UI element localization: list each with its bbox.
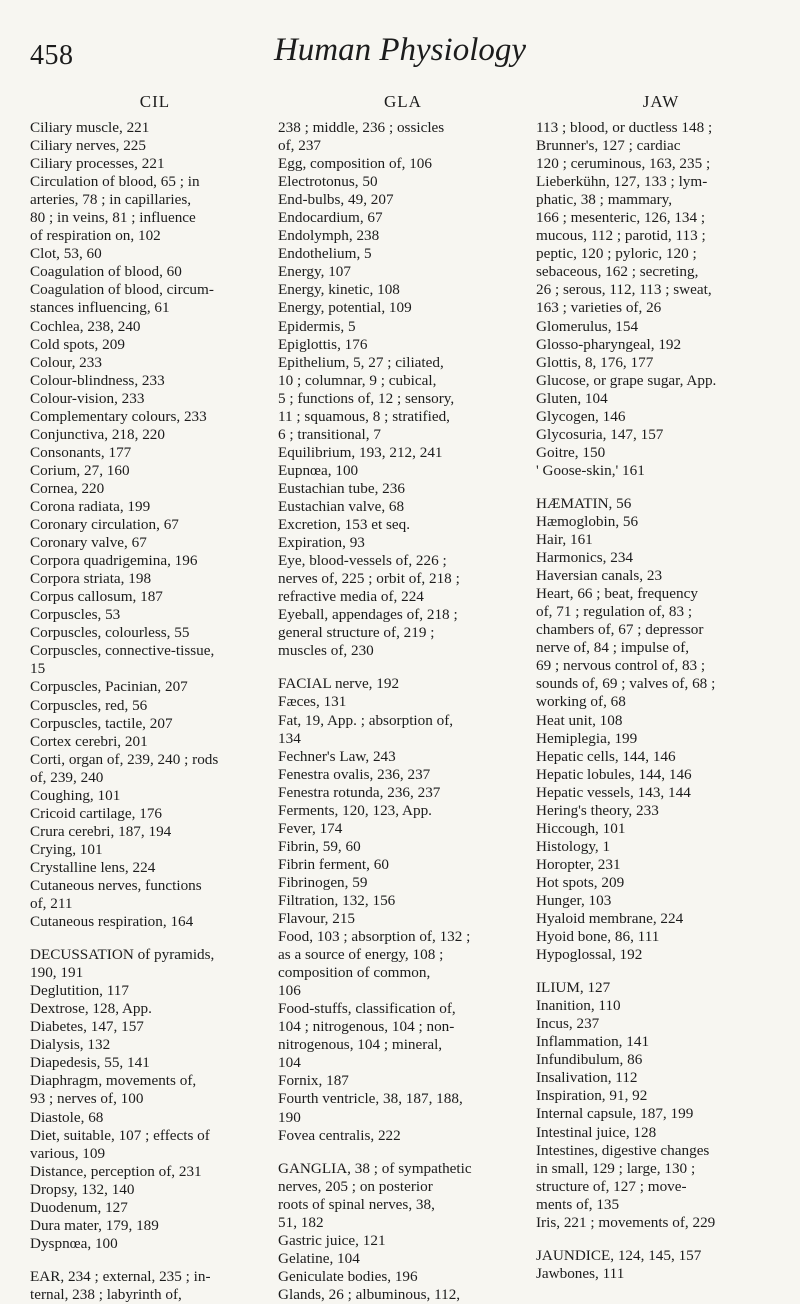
index-entry-line: 190 bbox=[278, 1108, 301, 1126]
index-entry-line: 166 ; mesenteric, 126, 134 ; bbox=[536, 209, 706, 227]
index-entry-line: Ciliary processes, 221 bbox=[30, 155, 165, 173]
index-entry-line: Eupnœa, 100 bbox=[278, 461, 359, 479]
index-entry-line: 93 ; nerves of, 100 bbox=[30, 1090, 144, 1108]
index-entry-line: Hyoid bone, 86, 111 bbox=[536, 928, 660, 946]
index-entry-line: Ferments, 120, 123, App. bbox=[278, 801, 432, 819]
index-entry-line: general structure of, 219 ; bbox=[278, 624, 435, 642]
index-entry-line: Hæmoglobin, 56 bbox=[536, 512, 639, 530]
index-entry-line: Energy, kinetic, 108 bbox=[278, 281, 400, 299]
index-entry-line: 104 bbox=[278, 1054, 301, 1072]
index-entry-line: Diastole, 68 bbox=[30, 1108, 104, 1126]
index-entry-line: Corpuscles, Pacinian, 207 bbox=[30, 678, 188, 696]
index-entry-line: Hemiplegia, 199 bbox=[536, 729, 638, 747]
index-entry-line: sebaceous, 162 ; secreting, bbox=[536, 263, 699, 281]
index-entry-line: Corpuscles, 53 bbox=[30, 606, 121, 624]
index-entry-line: Histology, 1 bbox=[536, 837, 611, 855]
index-entry-line: Dyspnœa, 100 bbox=[30, 1234, 118, 1252]
index-entry-line: 5 ; functions of, 12 ; sensory, bbox=[278, 389, 455, 407]
index-entry-line: Harmonics, 234 bbox=[536, 549, 634, 567]
index-entry-line: Fibrinogen, 59 bbox=[278, 873, 368, 891]
index-entry-line: Corpuscles, tactile, 207 bbox=[30, 714, 173, 732]
index-entry-line: Fat, 19, App. ; absorption of, bbox=[278, 711, 454, 729]
index-entry-line: Inflammation, 141 bbox=[536, 1033, 650, 1051]
index-entry-line: Excretion, 153 et seq. bbox=[278, 516, 411, 534]
index-entry-line: Fornix, 187 bbox=[278, 1072, 349, 1090]
index-entry-line: Corpuscles, red, 56 bbox=[30, 696, 148, 714]
index-entry-line: Glomerulus, 154 bbox=[536, 317, 639, 335]
index-entry-line: 15 bbox=[30, 660, 46, 678]
index-entry-line: composition of common, bbox=[278, 964, 431, 982]
index-columns bbox=[0, 92, 800, 1303]
index-entry-line: Fechner's Law, 243 bbox=[278, 747, 396, 765]
index-entry-line: Jawbones, 111 bbox=[536, 1264, 625, 1282]
index-entry-line: Expiration, 93 bbox=[278, 534, 365, 552]
index-entry-line: Food-stuffs, classification of, bbox=[278, 1000, 456, 1018]
index-entry-line: Diaphragm, movements of, bbox=[30, 1072, 197, 1090]
index-entry-line: Cortex cerebri, 201 bbox=[30, 732, 148, 750]
index-entry-line: DECUSSATION of pyramids, bbox=[30, 946, 215, 964]
index-entry-line: Hepatic lobules, 144, 146 bbox=[536, 765, 692, 783]
index-entry-line: arteries, 78 ; in capillaries, bbox=[30, 191, 192, 209]
index-entry-line: sounds of, 69 ; valves of, 68 ; bbox=[536, 675, 716, 693]
index-entry-line: Energy, 107 bbox=[278, 263, 351, 281]
index-entry-line: Coronary valve, 67 bbox=[30, 534, 147, 552]
index-entry-line: Corti, organ of, 239, 240 ; rods bbox=[30, 750, 219, 768]
index-entry-line: Endolymph, 238 bbox=[278, 227, 380, 245]
index-entry-line: stances influencing, 61 bbox=[30, 299, 170, 317]
index-column-1 bbox=[30, 92, 280, 1304]
index-entry-line: Hepatic vessels, 143, 144 bbox=[536, 783, 691, 801]
index-entry-line: ' Goose-skin,' 161 bbox=[536, 461, 645, 479]
index-entry-line: 134 bbox=[278, 729, 301, 747]
index-entry-line: of, 211 bbox=[30, 895, 73, 913]
index-entry-line: Filtration, 132, 156 bbox=[278, 891, 396, 909]
index-entry-line: of, 71 ; regulation of, 83 ; bbox=[536, 603, 693, 621]
page-header bbox=[0, 32, 800, 82]
index-entry-line: Geniculate bodies, 196 bbox=[278, 1267, 418, 1285]
index-entry-line: Hiccough, 101 bbox=[536, 819, 626, 837]
index-entry-line: Equilibrium, 193, 212, 241 bbox=[278, 443, 443, 461]
index-entry-line: Cold spots, 209 bbox=[30, 335, 125, 353]
index-entry-line: in small, 129 ; large, 130 ; bbox=[536, 1159, 696, 1177]
index-entry-line: Eustachian valve, 68 bbox=[278, 497, 405, 515]
index-entry-line: Consonants, 177 bbox=[30, 443, 132, 461]
index-entry-line: chambers of, 67 ; depressor bbox=[536, 621, 704, 639]
column-heading: GLA bbox=[384, 92, 422, 111]
index-entry-line: Intestinal juice, 128 bbox=[536, 1123, 657, 1141]
index-entry-line: Goitre, 150 bbox=[536, 443, 606, 461]
index-entry-line: End-bulbs, 49, 207 bbox=[278, 191, 394, 209]
index-entry-line: Duodenum, 127 bbox=[30, 1198, 128, 1216]
index-entry-line: Fenestra ovalis, 236, 237 bbox=[278, 765, 431, 783]
index-entry-line: Ciliary muscle, 221 bbox=[30, 119, 150, 136]
index-entry-line: 104 ; nitrogenous, 104 ; non- bbox=[278, 1018, 455, 1036]
index-entry-line: Corpora striata, 198 bbox=[30, 570, 152, 588]
index-column-3 bbox=[536, 92, 786, 1283]
page-number: 458 bbox=[30, 40, 74, 71]
index-entry-line: 120 ; ceruminous, 163, 235 ; bbox=[536, 155, 711, 173]
index-entry-line: nerve of, 84 ; impulse of, bbox=[536, 639, 690, 657]
index-entry-line: Eye, blood-vessels of, 226 ; bbox=[278, 552, 447, 570]
index-entry-line: Glycosuria, 147, 157 bbox=[536, 425, 664, 443]
index-entry-line: structure of, 127 ; move- bbox=[536, 1177, 687, 1195]
index-entry-line: Energy, potential, 109 bbox=[278, 299, 412, 317]
index-entry-line: Eustachian tube, 236 bbox=[278, 479, 405, 497]
index-entry-line: Gluten, 104 bbox=[536, 389, 608, 407]
index-entry-line: Lieberkühn, 127, 133 ; lym- bbox=[536, 173, 708, 191]
index-entry-line: Electrotonus, 50 bbox=[278, 173, 378, 191]
index-entry-line: Coronary circulation, 67 bbox=[30, 516, 179, 534]
index-entry-line: Fourth ventricle, 38, 187, 188, bbox=[278, 1090, 463, 1108]
index-entry-line: Corona radiata, 199 bbox=[30, 497, 151, 515]
index-entry-line: Cricoid cartilage, 176 bbox=[30, 804, 163, 822]
index-entry-line: Eyeball, appendages of, 218 ; bbox=[278, 606, 458, 624]
index-entry-line: Cutaneous nerves, functions bbox=[30, 876, 202, 894]
column-heading: CIL bbox=[139, 92, 171, 111]
index-entry-line: nerves of, 225 ; orbit of, 218 ; bbox=[278, 570, 460, 588]
index-entry-line: 106 bbox=[278, 982, 301, 1000]
index-entry-line: 80 ; in veins, 81 ; influence bbox=[30, 209, 196, 227]
index-entry-line: Fæces, 131 bbox=[278, 693, 347, 711]
index-entry-line: Glands, 26 ; albuminous, 112, bbox=[278, 1285, 461, 1303]
index-entry-line: Hypoglossal, 192 bbox=[536, 946, 643, 964]
index-entry-line: Hot spots, 209 bbox=[536, 873, 625, 891]
index-entry-line: Conjunctiva, 218, 220 bbox=[30, 425, 165, 443]
index-entry-line: Epidermis, 5 bbox=[278, 317, 356, 335]
index-entry-line: Ciliary nerves, 225 bbox=[30, 137, 146, 155]
index-entry-line: HÆMATIN, 56 bbox=[536, 494, 632, 512]
index-entry-line: Glosso-pharyngeal, 192 bbox=[536, 335, 682, 353]
running-title: Human Physiology bbox=[273, 32, 527, 68]
index-entry-line: peptic, 120 ; pyloric, 120 ; bbox=[536, 245, 697, 263]
index-entry-line: Corium, 27, 160 bbox=[30, 461, 130, 479]
index-entry-line: Insalivation, 112 bbox=[536, 1069, 638, 1087]
index-entry-line: Heart, 66 ; beat, frequency bbox=[536, 585, 698, 603]
index-entry-line: Fenestra rotunda, 236, 237 bbox=[278, 783, 441, 801]
index-entry-line: FACIAL nerve, 192 bbox=[278, 675, 400, 693]
index-entry-line: Corpus callosum, 187 bbox=[30, 588, 163, 606]
index-entry-line: Corpora quadrigemina, 196 bbox=[30, 552, 198, 570]
index-entry-line: Coagulation of blood, 60 bbox=[30, 263, 182, 281]
index-entry-line: Glucose, or grape sugar, App. bbox=[536, 371, 717, 389]
index-entry-line: Brunner's, 127 ; cardiac bbox=[536, 137, 681, 155]
index-entry-line: Dura mater, 179, 189 bbox=[30, 1216, 159, 1234]
index-entry-line: 113 ; blood, or ductless 148 ; bbox=[536, 119, 713, 136]
index-entry-line: Dialysis, 132 bbox=[30, 1036, 111, 1054]
index-entry-line: 6 ; transitional, 7 bbox=[278, 425, 381, 443]
index-entry-line: Fibrin, 59, 60 bbox=[278, 837, 361, 855]
index-entry-line: JAUNDICE, 124, 145, 157 bbox=[536, 1246, 702, 1264]
index-entry-line: nerves, 205 ; on posterior bbox=[278, 1177, 433, 1195]
index-entry-line: ments of, 135 bbox=[536, 1195, 620, 1213]
index-entry-line: ILIUM, 127 bbox=[536, 979, 611, 997]
index-entry-line: GANGLIA, 38 ; of sympathetic bbox=[278, 1159, 472, 1177]
index-entry-line: 163 ; varieties of, 26 bbox=[536, 299, 662, 317]
index-entry-line: Cochlea, 238, 240 bbox=[30, 317, 141, 335]
index-entry-line: 238 ; middle, 236 ; ossicles bbox=[278, 119, 445, 136]
index-entry-line: Cornea, 220 bbox=[30, 479, 105, 497]
index-entry-line: Endocardium, 67 bbox=[278, 209, 383, 227]
index-entry-line: Epithelium, 5, 27 ; ciliated, bbox=[278, 353, 444, 371]
index-entry-line: Epiglottis, 176 bbox=[278, 335, 368, 353]
index-entry-line: Endothelium, 5 bbox=[278, 245, 372, 263]
index-entry-line: Colour-blindness, 233 bbox=[30, 371, 165, 389]
index-column-2 bbox=[278, 92, 528, 1304]
index-entry-line: Glottis, 8, 176, 177 bbox=[536, 353, 654, 371]
index-entry-line: Inspiration, 91, 92 bbox=[536, 1087, 648, 1105]
index-entry-line: Infundibulum, 86 bbox=[536, 1051, 643, 1069]
index-entry-line: Inanition, 110 bbox=[536, 997, 621, 1015]
index-entry-line: various, 109 bbox=[30, 1144, 106, 1162]
index-entry-line: ternal, 238 ; labyrinth of, bbox=[30, 1285, 182, 1303]
index-entry-line: Incus, 237 bbox=[536, 1015, 600, 1033]
index-entry-line: of, 239, 240 bbox=[30, 768, 104, 786]
index-entry-line: Fever, 174 bbox=[278, 819, 343, 837]
index-entry-line: Intestines, digestive changes bbox=[536, 1141, 710, 1159]
index-entry-line: of, 237 bbox=[278, 137, 322, 155]
index-entry-line: Diabetes, 147, 157 bbox=[30, 1018, 144, 1036]
index-entry-line: Hunger, 103 bbox=[536, 891, 612, 909]
index-entry-line: of respiration on, 102 bbox=[30, 227, 161, 245]
index-entry-line: Dropsy, 132, 140 bbox=[30, 1180, 135, 1198]
index-entry-line: Crura cerebri, 187, 194 bbox=[30, 822, 172, 840]
index-entry-line: Diapedesis, 55, 141 bbox=[30, 1054, 150, 1072]
index-entry-line: Complementary colours, 233 bbox=[30, 407, 207, 425]
index-entry-line: 11 ; squamous, 8 ; stratified, bbox=[278, 407, 450, 425]
column-heading: JAW bbox=[642, 92, 680, 111]
index-entry-line: Flavour, 215 bbox=[278, 910, 356, 928]
index-entry-line: Haversian canals, 23 bbox=[536, 567, 663, 585]
index-entry-line: Fibrin ferment, 60 bbox=[278, 855, 389, 873]
index-entry-line: Hair, 161 bbox=[536, 531, 593, 549]
index-entry-line: Cutaneous respiration, 164 bbox=[30, 913, 194, 931]
index-entry-line: nitrogenous, 104 ; mineral, bbox=[278, 1036, 443, 1054]
index-entry-line: Circulation of blood, 65 ; in bbox=[30, 173, 200, 191]
index-entry-line: Corpuscles, colourless, 55 bbox=[30, 624, 190, 642]
index-entry-line: Corpuscles, connective-tissue, bbox=[30, 642, 215, 660]
index-entry-line: Egg, composition of, 106 bbox=[278, 155, 432, 173]
index-entry-line: Coagulation of blood, circum- bbox=[30, 281, 214, 299]
index-entry-line: Diet, suitable, 107 ; effects of bbox=[30, 1126, 210, 1144]
index-entry-line: Colour, 233 bbox=[30, 353, 102, 371]
index-entry-line: roots of spinal nerves, 38, bbox=[278, 1195, 435, 1213]
index-entry-line: EAR, 234 ; external, 235 ; in- bbox=[30, 1267, 211, 1285]
index-entry-line: Fovea centralis, 222 bbox=[278, 1126, 401, 1144]
index-entry-line: Gastric juice, 121 bbox=[278, 1231, 386, 1249]
index-entry-line: Hepatic cells, 144, 146 bbox=[536, 747, 676, 765]
index-entry-line: Internal capsule, 187, 199 bbox=[536, 1105, 694, 1123]
index-entry-line: mucous, 112 ; parotid, 113 ; bbox=[536, 227, 706, 245]
index-entry-line: 10 ; columnar, 9 ; cubical, bbox=[278, 371, 437, 389]
index-entry-line: Colour-vision, 233 bbox=[30, 389, 145, 407]
index-entry-line: Gelatine, 104 bbox=[278, 1249, 360, 1267]
index-entry-line: Crystalline lens, 224 bbox=[30, 858, 156, 876]
index-entry-line: Glycogen, 146 bbox=[536, 407, 626, 425]
index-entry-line: 69 ; nervous control of, 83 ; bbox=[536, 657, 706, 675]
index-entry-line: refractive media of, 224 bbox=[278, 588, 424, 606]
index-entry-line: Horopter, 231 bbox=[536, 855, 621, 873]
index-entry-line: Dextrose, 128, App. bbox=[30, 1000, 152, 1018]
index-entry-line: Heat unit, 108 bbox=[536, 711, 623, 729]
index-entry-line: 26 ; serous, 112, 113 ; sweat, bbox=[536, 281, 712, 299]
index-entry-line: muscles of, 230 bbox=[278, 642, 374, 660]
index-entry-line: 51, 182 bbox=[278, 1213, 324, 1231]
index-entry-line: working of, 68 bbox=[536, 693, 626, 711]
index-entry-line: Iris, 221 ; movements of, 229 bbox=[536, 1213, 716, 1231]
index-entry-line: Crying, 101 bbox=[30, 840, 103, 858]
index-entry-line: as a source of energy, 108 ; bbox=[278, 946, 444, 964]
index-entry-line: Food, 103 ; absorption of, 132 ; bbox=[278, 928, 471, 946]
index-entry-line: Hering's theory, 233 bbox=[536, 801, 659, 819]
index-entry-line: Deglutition, 117 bbox=[30, 982, 129, 1000]
index-entry-line: 190, 191 bbox=[30, 964, 84, 982]
index-entry-line: Hyaloid membrane, 224 bbox=[536, 910, 684, 928]
index-entry-line: Clot, 53, 60 bbox=[30, 245, 102, 263]
index-entry-line: Coughing, 101 bbox=[30, 786, 121, 804]
index-entry-line: Distance, perception of, 231 bbox=[30, 1162, 202, 1180]
index-entry-line: phatic, 38 ; mammary, bbox=[536, 191, 673, 209]
